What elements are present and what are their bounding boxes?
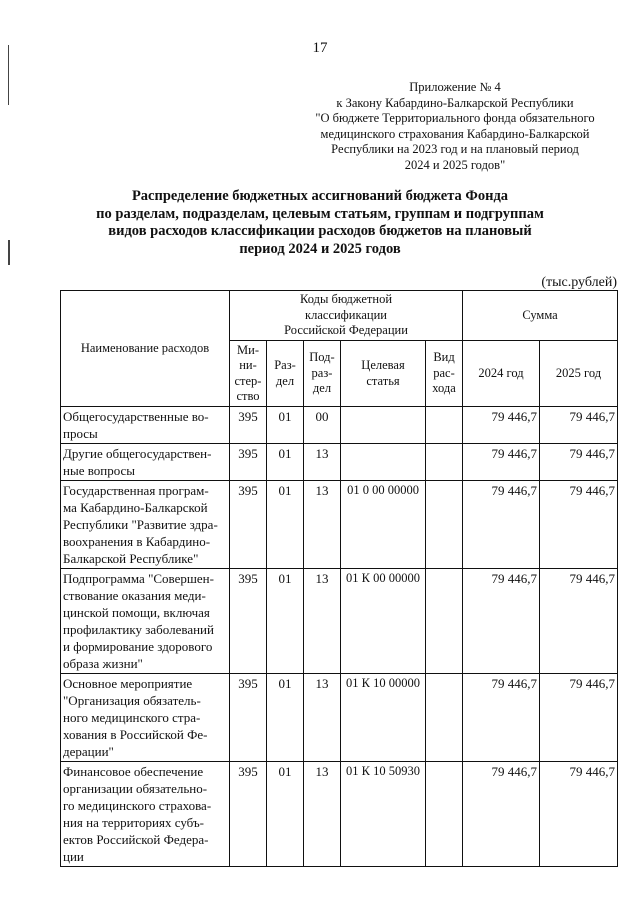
expense-name-line: "Организация обязатель- [63,693,201,708]
target-article-cell: 01 К 10 50930 [341,762,426,867]
ministry-code-cell: 395 [230,407,267,444]
target-article-cell: 01 К 00 00000 [341,569,426,674]
expense-name-line: организации обязательно- [63,781,208,796]
section-code-cell: 01 [267,481,304,569]
header-sum-group: Сумма [463,291,618,341]
amount-2025-cell: 79 446,7 [540,569,618,674]
header-target-article: Целевая статья [341,341,426,407]
expense-name-line: ектов Российской Федера- [63,832,209,847]
ministry-code-cell: 395 [230,674,267,762]
expense-name-line: Финансовое обеспечение [63,764,204,779]
table-row [61,444,618,481]
header-expense-type: Вид рас- хода [426,341,463,407]
expense-name-line: ного медицинского стра- [63,710,201,725]
expense-name-line: воохранения в Кабардино- [63,534,211,549]
title-line: период 2024 и 2025 годов [239,240,401,257]
section-code-cell: 01 [267,674,304,762]
amount-2025-cell: 79 446,7 [540,762,618,867]
subsection-code-cell: 13 [304,569,341,674]
target-article-cell [341,444,426,481]
ministry-code-cell: 395 [230,444,267,481]
expense-name-line: хования в Российской Фе- [63,727,208,742]
expense-name-cell [61,481,230,569]
subsection-code-cell: 13 [304,674,341,762]
header-year-2025: 2025 год [540,341,618,407]
target-article-cell: 01 0 00 00000 [341,481,426,569]
budget-table-body [61,407,618,867]
expense-name-cell [61,444,230,481]
expense-name-line: Балкарской Республике" [63,551,199,566]
expense-name-cell [61,762,230,867]
subsection-code-cell: 00 [304,407,341,444]
table-row [61,569,618,674]
expense-type-cell [426,444,463,481]
expense-name-line: ствование оказания меди- [63,588,206,603]
amount-2024-cell: 79 446,7 [463,444,540,481]
units-label: (тыс.рублей) [541,275,617,290]
amount-2024-cell: 79 446,7 [463,407,540,444]
subsection-code-cell: 13 [304,762,341,867]
expense-name-line: го медицинского страхова- [63,798,212,813]
header-subsection: Под- раз- дел [304,341,341,407]
expense-name-line: ные вопросы [63,463,136,478]
expense-name-line: Подпрограмма "Совершен- [63,571,214,586]
header-name: Наименование расходов [61,291,230,407]
header-section: Раз- дел [267,341,304,407]
expense-type-cell [426,569,463,674]
ministry-code-cell: 395 [230,569,267,674]
section-code-cell: 01 [267,569,304,674]
title-line: видов расходов классификации расходов бюджетов на плановый [108,223,532,239]
expense-name-line: Республики "Развитие здра- [63,517,218,532]
table-row [61,762,618,867]
expense-name-line: образа жизни" [63,656,143,671]
page-number: 17 [312,40,328,56]
expense-name-line: Государственная програм- [63,483,209,498]
appendix-line: "О бюджете Территориального фонда обязательного [315,111,595,125]
expense-name-cell [61,569,230,674]
section-code-cell: 01 [267,762,304,867]
subsection-code-cell: 13 [304,481,341,569]
expense-name-line: ма Кабардино-Балкарской [63,500,208,515]
expense-type-cell [426,762,463,867]
target-article-cell [341,407,426,444]
amount-2024-cell: 79 446,7 [463,569,540,674]
title-line: Распределение бюджетных ассигнований бюджета Фонда [131,188,509,204]
expense-name-line: Другие общегосударствен- [63,446,212,461]
expense-name-line: и формирование здорового [63,639,213,654]
ministry-code-cell: 395 [230,481,267,569]
expense-name-line: цинской помощи, включая [63,605,210,620]
expense-name-line: ния на территориях субъ- [63,815,204,830]
table-row [61,674,618,762]
appendix-header [300,80,610,173]
amount-2024-cell: 79 446,7 [463,481,540,569]
target-article-cell: 01 К 10 00000 [341,674,426,762]
appendix-line: к Закону Кабардино-Балкарской Республики [336,95,574,110]
appendix-line: 2024 и 2025 годов" [404,157,506,172]
expense-name-line: Общегосударственные во- [63,409,209,424]
appendix-line: Республики на 2023 год и на плановый период [331,142,579,156]
expense-name-cell [61,407,230,444]
table-row [61,481,618,569]
amount-2025-cell: 79 446,7 [540,674,618,762]
header-year-2024: 2024 год [463,341,540,407]
expense-name-cell [61,674,230,762]
table-row [61,407,618,444]
subsection-code-cell: 13 [304,444,341,481]
ministry-code-cell: 395 [230,762,267,867]
document-title [60,188,580,258]
amount-2025-cell: 79 446,7 [540,481,618,569]
header-codes-group: Коды бюджетной классификации Российской Федерации [230,291,463,341]
expense-name-line: просы [63,426,98,441]
amount-2025-cell: 79 446,7 [540,407,618,444]
expense-name-line: дерации" [63,744,114,759]
amount-2025-cell: 79 446,7 [540,444,618,481]
section-code-cell: 01 [267,407,304,444]
expense-name-line: ции [63,849,84,864]
appendix-line: Приложение № 4 [409,80,501,94]
expense-name-line: профилактику заболеваний [63,622,214,637]
amount-2024-cell: 79 446,7 [463,762,540,867]
appendix-line: медицинского страхования Кабардино-Балкарской [320,126,590,141]
amount-2024-cell: 79 446,7 [463,674,540,762]
section-code-cell: 01 [267,444,304,481]
scan-edge-mark [8,240,10,265]
expense-type-cell [426,407,463,444]
title-line: по разделам, подразделам, целевым статьям, группам и подгруппам [96,205,544,222]
expense-type-cell [426,674,463,762]
budget-table [60,290,618,867]
expense-name-line: Основное мероприятие [63,676,193,691]
header-ministry: Ми- ни- стер- ство [230,341,267,407]
expense-type-cell [426,481,463,569]
